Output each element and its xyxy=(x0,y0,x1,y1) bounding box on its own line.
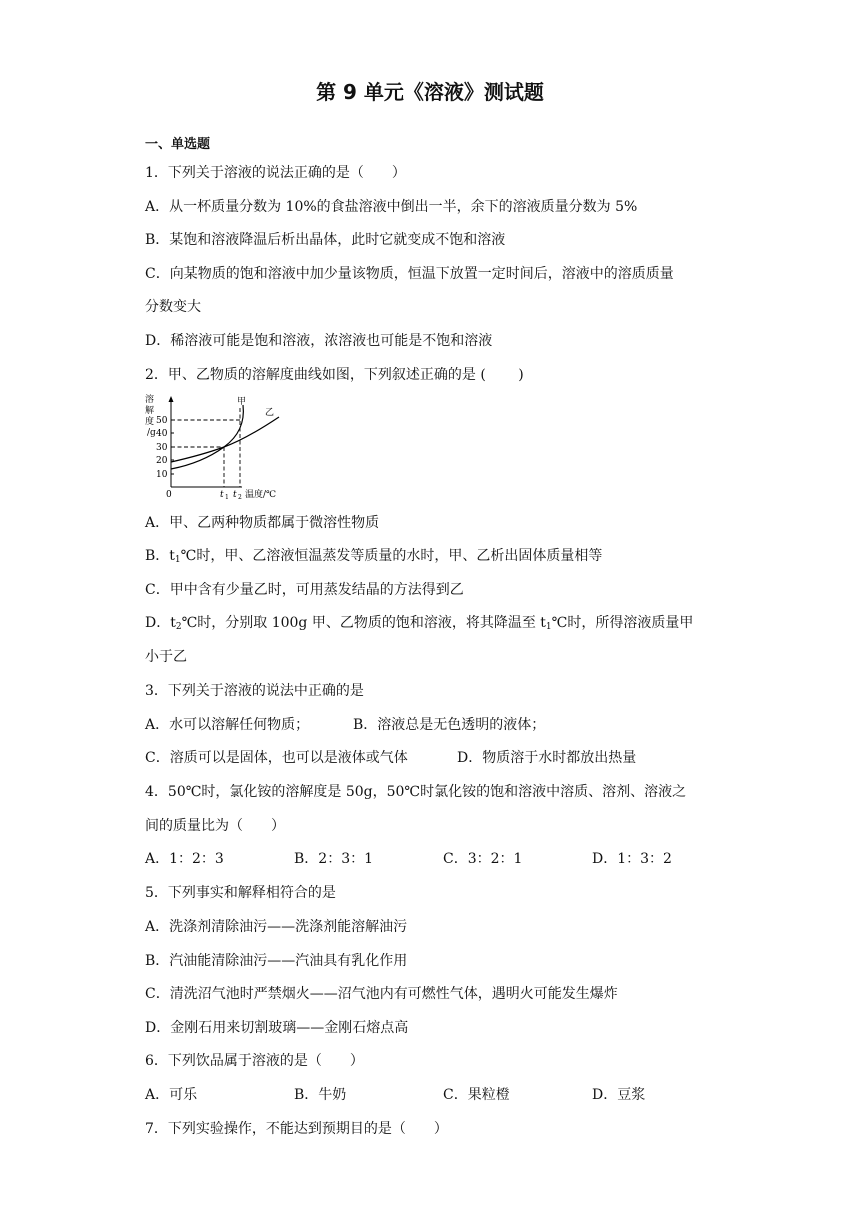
x-tick-t1: t xyxy=(220,490,224,499)
page-title: 第 9 单元《溶液》测试题 xyxy=(316,80,544,104)
q1-option-b: B．某饱和溶液降温后析出晶体，此时它就变成不饱和溶液 xyxy=(145,232,506,248)
q1-option-c: C．向某物质的饱和溶液中加少量该物质，恒温下放置一定时间后，溶液中的溶质质量 xyxy=(145,266,674,282)
y-tick-40: 40 xyxy=(156,429,168,439)
y-label-2: 解 xyxy=(145,406,155,416)
q2-option-d: D．$t_2℃$时，分别取 100g 甲、乙物质的饱和溶液，将其降温至 $t_1℃$时，所得溶液质量甲 xyxy=(145,615,694,632)
q3-stem: 3．下列关于溶液的说法中正确的是 xyxy=(145,683,364,699)
q5-option-b: B．汽油能清除油污——汽油具有乳化作用 xyxy=(145,953,408,969)
q2-option-b: B．$t_1℃$时，甲、乙溶液恒温蒸发等质量的水时，甲、乙析出固体质量相等 xyxy=(145,548,603,565)
x-axis-label: 温度/℃ xyxy=(245,490,277,499)
q6-option-c: C．果粒橙 xyxy=(443,1087,510,1103)
q3-option-c: C．溶质可以是固体，也可以是液体或气体 xyxy=(145,750,408,766)
q3-option-d: D．物质溶于水时都放出热量 xyxy=(457,750,637,766)
q2-option-d-cont: 小于乙 xyxy=(145,649,187,665)
q6-option-a: A．可乐 xyxy=(145,1087,198,1103)
q2-stem: 2．甲、乙物质的溶解度曲线如图，下列叙述正确的是 ( ) xyxy=(145,367,524,383)
q4-option-b: B．2：3：1 xyxy=(294,851,374,867)
solubility-chart xyxy=(142,393,292,499)
y-label-4: /g xyxy=(147,428,156,438)
curve-yi xyxy=(171,417,279,462)
q7-stem: 7．下列实验操作，不能达到预期目的是（ ） xyxy=(145,1121,448,1137)
y-tick-50: 50 xyxy=(156,416,168,426)
q4-option-d: D．1：3：2 xyxy=(592,851,672,867)
q2-option-a: A．甲、乙两种物质都属于微溶性物质 xyxy=(145,515,380,531)
q1-option-a: A．从一杯质量分数为 10%的食盐溶液中倒出一半，余下的溶液质量分数为 5% xyxy=(145,199,638,215)
q5-option-c: C．清洗沼气池时严禁烟火——沼气池内有可燃性气体，遇明火可能发生爆炸 xyxy=(145,986,618,1002)
y-label-3: 度 xyxy=(145,417,155,427)
q5-option-d: D．金刚石用来切割玻璃——金刚石熔点高 xyxy=(145,1020,409,1036)
q1-option-d: D．稀溶液可能是饱和溶液，浓溶液也可能是不饱和溶液 xyxy=(145,333,493,349)
x-tick-t1-sub: 1 xyxy=(225,494,229,499)
y-tick-20: 20 xyxy=(156,456,168,466)
q5-option-a: A．洗涤剂清除油污——洗涤剂能溶解油污 xyxy=(145,919,408,935)
x-tick-t2: t xyxy=(233,490,237,499)
y-tick-10: 10 xyxy=(156,470,168,480)
series-label-jia: 甲 xyxy=(237,397,247,407)
q6-option-b: B．牛奶 xyxy=(294,1087,347,1103)
q4-option-c: C．3：2：1 xyxy=(443,851,523,867)
series-label-yi: 乙 xyxy=(265,408,275,418)
q4-option-a: A．1：2：3 xyxy=(145,851,224,867)
x-tick-t2-sub: 2 xyxy=(238,494,242,499)
q1-stem: 1．下列关于溶液的说法正确的是（ ） xyxy=(145,165,406,181)
q5-stem: 5．下列事实和解释相符合的是 xyxy=(145,885,336,901)
section-heading: 一、单选题 xyxy=(145,137,211,152)
q6-stem: 6．下列饮品属于溶液的是（ ） xyxy=(145,1053,364,1069)
y-axis-arrow xyxy=(169,396,174,402)
q3-option-b: B．溶液总是无色透明的液体； xyxy=(353,717,546,733)
q3-option-a: A．水可以溶解任何物质； xyxy=(145,717,310,733)
y-tick-30: 30 xyxy=(156,443,168,453)
y-label-1: 溶 xyxy=(145,395,155,405)
q4-stem-cont: 间的质量比为（ ） xyxy=(145,818,285,834)
q6-option-d: D．豆浆 xyxy=(592,1087,646,1103)
q2-option-c: C．甲中含有少量乙时，可用蒸发结晶的方法得到乙 xyxy=(145,582,464,598)
origin-label: 0 xyxy=(166,490,172,499)
q1-option-c-cont: 分数变大 xyxy=(145,299,201,315)
q4-stem: 4．50℃时，氯化铵的溶解度是 50g，50℃时氯化铵的饱和溶液中溶质、溶剂、溶液之 xyxy=(145,784,687,800)
